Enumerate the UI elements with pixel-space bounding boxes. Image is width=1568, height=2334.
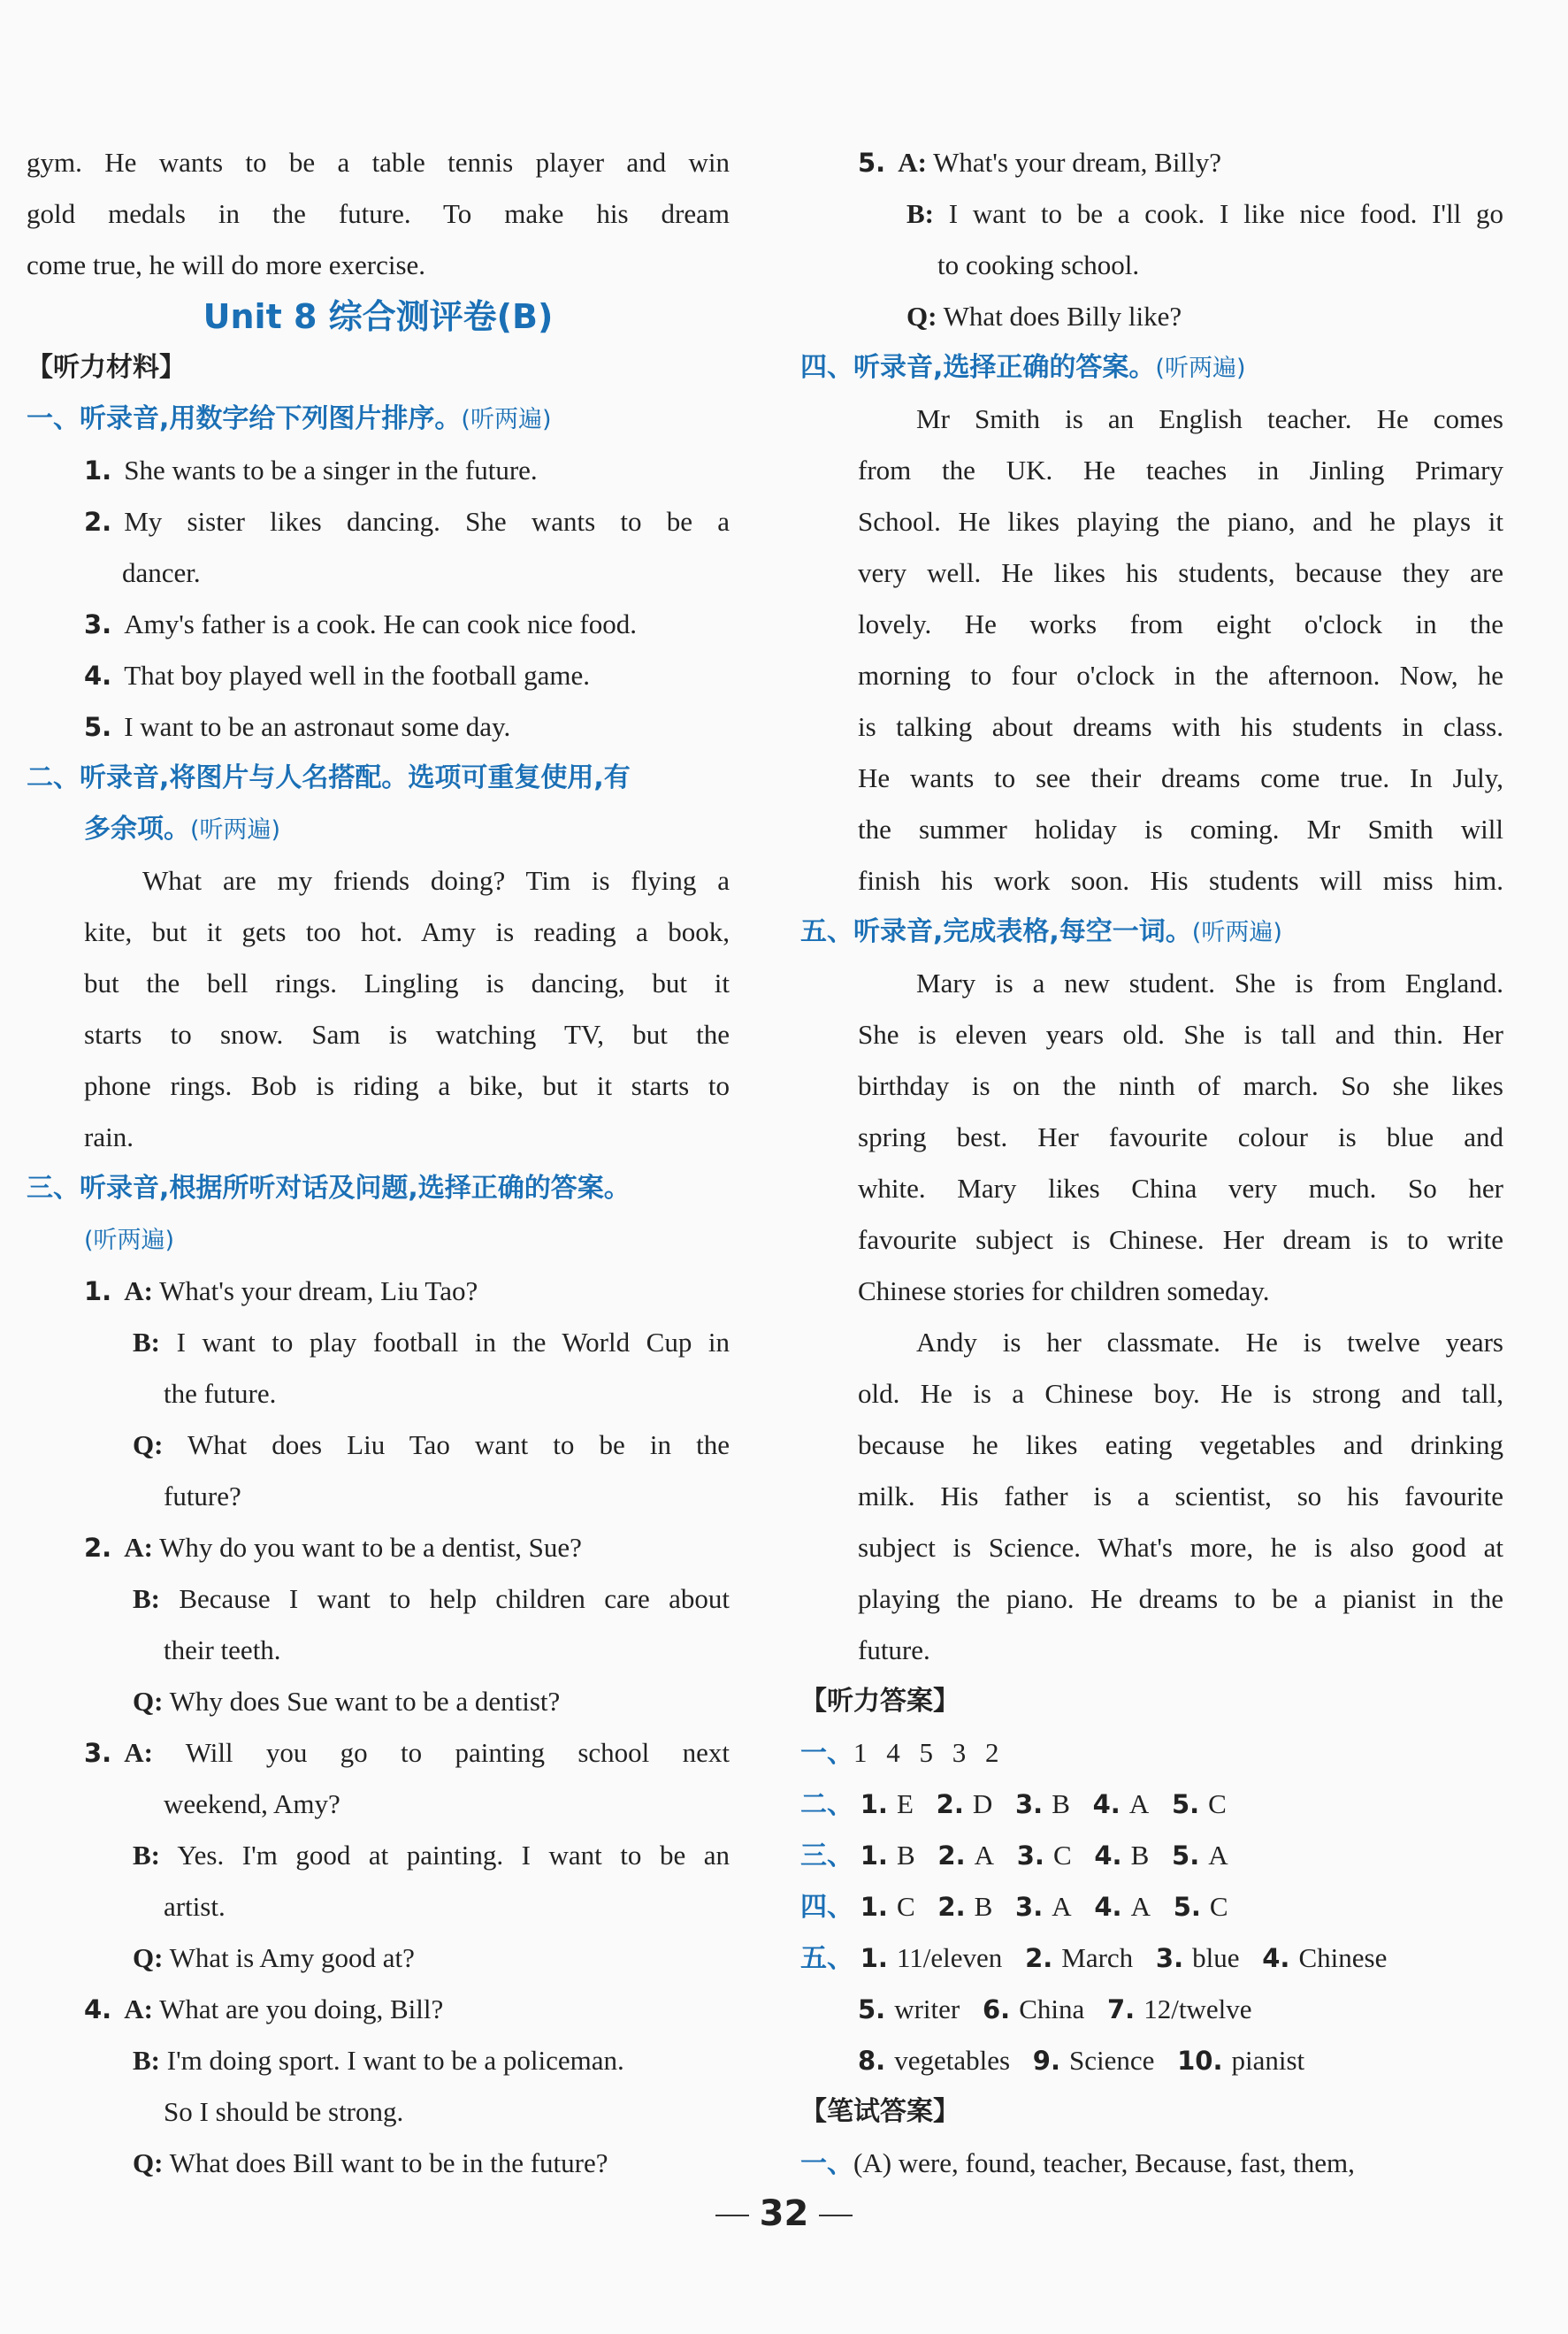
right-column — [800, 137, 1503, 2189]
paragraph-line: finish his work soon. His students will miss him. — [858, 865, 1503, 896]
dialog-b-line: B: Because I want to help children care about — [133, 1583, 730, 1614]
list-item: 1. She wants to be a singer in the future. — [84, 455, 538, 486]
answer-row-1: 一、1 4 5 3 2 — [800, 1737, 999, 1769]
dialog-q-cont: future? — [164, 1481, 241, 1511]
list-item: 5. I want to be an astronaut some day. — [84, 711, 511, 742]
intro-line: gym. He wants to be a table tennis player and win — [27, 147, 730, 178]
paragraph-line: lovely. He works from eight o'clock in the — [858, 608, 1503, 639]
dialog-b-line: B: I'm doing sport. I want to be a policeman. — [133, 2045, 624, 2076]
paragraph-line: but the bell rings. Lingling is dancing, but it — [84, 968, 730, 999]
dialog-q-line: Q: Why does Sue want to be a dentist? — [133, 1686, 561, 1717]
paragraph-line: Mary is a new student. She is from England. — [916, 968, 1503, 999]
paragraph-line: the summer holiday is coming. Mr Smith will — [858, 814, 1503, 845]
written-answers-label: 【笔试答案】 — [800, 2096, 960, 2127]
dialog-a-line: 2. A: Why do you want to be a dentist, Sue? — [84, 1532, 582, 1563]
paragraph-line: is talking about dreams with his students in class. — [858, 711, 1503, 742]
dialog-a-cont: weekend, Amy? — [164, 1788, 340, 1819]
dialog-q-line: Q: What does Liu Tao want to be in the — [133, 1429, 730, 1460]
answer-row-4: 四、 1. C 2. B 3. A 4. A 5. C — [800, 1891, 1228, 1923]
paragraph-line: School. He likes playing the piano, and he plays it — [858, 506, 1503, 537]
paragraph-line: Andy is her classmate. He is twelve years — [916, 1327, 1503, 1358]
dialog-b-cont: their teeth. — [164, 1634, 281, 1665]
dialog-a-line: 3. A: Will you go to painting school next — [84, 1737, 730, 1768]
dialog-q-line: Q: What is Amy good at? — [133, 1942, 415, 1973]
paragraph-line: Mr Smith is an English teacher. He comes — [916, 403, 1503, 434]
list-item: 3. Amy's father is a cook. He can cook nice food. — [84, 608, 637, 639]
answer-row-2: 二、 1. E 2. D 3. B 4. A 5. C — [800, 1788, 1227, 1820]
paragraph-line: She is eleven years old. She is tall and thin. Her — [858, 1019, 1503, 1050]
section-5-heading: 五、听录音,完成表格,每空一词。(听两遍) — [800, 916, 1282, 947]
paragraph-line: morning to four o'clock in the afternoon. Now, he — [858, 660, 1503, 691]
dialog-a-line: 5. A: What's your dream, Billy? — [858, 147, 1221, 178]
listening-answers-label: 【听力答案】 — [800, 1686, 960, 1717]
section-4-heading: 四、听录音,选择正确的答案。(听两遍) — [800, 352, 1246, 383]
dialog-b-cont: the future. — [164, 1378, 277, 1409]
answer-row-5-cont: 5. writer 6. China 7. 12/twelve — [858, 1993, 1252, 2024]
paragraph-line: phone rings. Bob is riding a bike, but it starts to — [84, 1070, 730, 1101]
section-2-heading: 二、听录音,将图片与人名搭配。选项可重复使用,有 — [27, 762, 631, 793]
dialog-b-line: B: I want to be a cook. I like nice food. I'll go — [906, 198, 1503, 229]
answer-row-5-cont: 8. vegetables 9. Science 10. pianist — [858, 2045, 1305, 2076]
paragraph-line: birthday is on the ninth of march. So she likes — [858, 1070, 1503, 1101]
paragraph-line: future. — [858, 1634, 930, 1665]
left-column — [27, 137, 730, 2189]
listening-material-label: 【听力材料】 — [27, 352, 186, 383]
section-1-heading: 一、听录音,用数字给下列图片排序。(听两遍) — [27, 403, 552, 434]
paragraph-line: He wants to see their dreams come true. In July, — [858, 762, 1503, 793]
paragraph-line: because he likes eating vegetables and drinking — [858, 1429, 1503, 1460]
paragraph-line: very well. He likes his students, because they are — [858, 557, 1503, 588]
intro-line: gold medals in the future. To make his dream — [27, 198, 730, 229]
section-3-heading: 三、听录音,根据所听对话及问题,选择正确的答案。 — [27, 1173, 631, 1204]
dialog-a-line: 4. A: What are you doing, Bill? — [84, 1993, 444, 2024]
paragraph-line: old. He is a Chinese boy. He is strong and tall, — [858, 1378, 1503, 1409]
intro-line: come true, he will do more exercise. — [27, 249, 426, 280]
list-item-cont: dancer. — [122, 557, 201, 588]
paragraph-line: from the UK. He teaches in Jinling Primary — [858, 455, 1503, 486]
paragraph-line: starts to snow. Sam is watching TV, but the — [84, 1019, 730, 1050]
unit-title: Unit 8 综合测评卷(B) — [203, 297, 554, 336]
section-3-note: (听两遍) — [84, 1227, 175, 1254]
paragraph-line: spring best. Her favourite colour is blue and — [858, 1121, 1503, 1152]
paragraph-line: favourite subject is Chinese. Her dream is to write — [858, 1224, 1503, 1255]
dialog-b-line: B: I want to play football in the World Cup in — [133, 1327, 730, 1358]
dialog-b-cont: to cooking school. — [937, 249, 1140, 280]
section-2-heading-cont: 多余项。(听两遍) — [84, 814, 281, 845]
paragraph-line: Chinese stories for children someday. — [858, 1275, 1270, 1306]
answer-row-3: 三、 1. B 2. A 3. C 4. B 5. A — [800, 1840, 1228, 1871]
paragraph-line: subject is Science. What's more, he is also good at — [858, 1532, 1503, 1563]
answer-row-5: 五、 1. 11/eleven 2. March 3. blue 4. Chinese — [800, 1942, 1388, 1974]
dialog-b-line: B: Yes. I'm good at painting. I want to be an — [133, 1840, 730, 1871]
paragraph-line: milk. His father is a scientist, so his favourite — [858, 1481, 1503, 1511]
dialog-b-cont: artist. — [164, 1891, 226, 1922]
paragraph-line: What are my friends doing? Tim is flying a — [142, 865, 730, 896]
paragraph-line: playing the piano. He dreams to be a pianist in the — [858, 1583, 1503, 1614]
list-item: 2. My sister likes dancing. She wants to be a — [84, 506, 730, 537]
paragraph-line: kite, but it gets too hot. Amy is reading a book, — [84, 916, 730, 947]
page-number: 32 — [0, 2193, 1568, 2234]
paragraph-line: white. Mary likes China very much. So her — [858, 1173, 1503, 1204]
dialog-a-line: 1. A: What's your dream, Liu Tao? — [84, 1275, 478, 1306]
dialog-q-line: Q: What does Bill want to be in the future? — [133, 2147, 608, 2178]
paragraph-line: rain. — [84, 1121, 134, 1152]
dialog-q-line: Q: What does Billy like? — [906, 301, 1182, 332]
written-answer-row-1: 一、(A) were, found, teacher, Because, fast, them, — [800, 2147, 1355, 2179]
dialog-b-cont: So I should be strong. — [164, 2096, 404, 2127]
list-item: 4. That boy played well in the football game. — [84, 660, 591, 691]
